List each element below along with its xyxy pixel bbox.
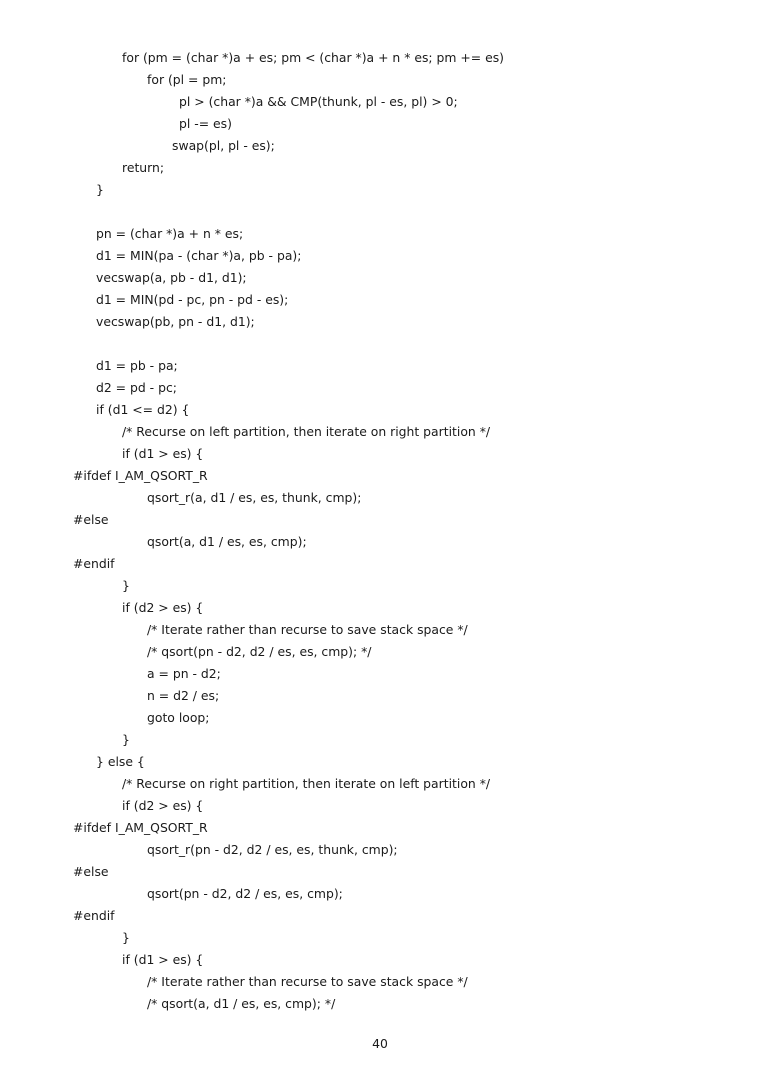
- code-line: n = d2 / es;: [147, 688, 220, 703]
- preprocessor-directive: #ifdef I_AM_QSORT_R: [73, 468, 208, 483]
- code-line: if (d1 > es) {: [122, 952, 204, 967]
- code-comment: /* Recurse on right partition, then iterate on left partition */: [122, 776, 491, 791]
- preprocessor-directive: #else: [73, 864, 109, 879]
- code-line: d1 = pb - pa;: [96, 358, 178, 373]
- code-line: d1 = MIN(pa - (char *)a, pb - pa);: [96, 248, 302, 263]
- code-line: }: [122, 578, 130, 593]
- code-line: d1 = MIN(pd - pc, pn - pd - es);: [96, 292, 289, 307]
- code-line: }: [96, 182, 104, 197]
- code-line: d2 = pd - pc;: [96, 380, 177, 395]
- page-number: 40: [372, 1036, 388, 1051]
- preprocessor-directive: #endif: [73, 556, 115, 571]
- preprocessor-directive: #ifdef I_AM_QSORT_R: [73, 820, 208, 835]
- code-line: goto loop;: [147, 710, 210, 725]
- code-line: if (d1 > es) {: [122, 446, 204, 461]
- code-line: for (pm = (char *)a + es; pm < (char *)a + n * es; pm += es): [122, 50, 505, 65]
- code-line: return;: [122, 160, 165, 175]
- code-line: pl -= es): [179, 116, 232, 131]
- code-line: pl > (char *)a && CMP(thunk, pl - es, pl) > 0;: [179, 94, 458, 109]
- code-line: }: [122, 732, 130, 747]
- code-line: if (d2 > es) {: [122, 798, 204, 813]
- code-line: qsort_r(a, d1 / es, es, thunk, cmp);: [147, 490, 362, 505]
- code-comment: /* Recurse on left partition, then iterate on right partition */: [122, 424, 491, 439]
- code-comment: /* Iterate rather than recurse to save stack space */: [147, 622, 468, 637]
- code-line: pn = (char *)a + n * es;: [96, 226, 244, 241]
- code-comment: /* Iterate rather than recurse to save stack space */: [147, 974, 468, 989]
- code-line: }: [122, 930, 130, 945]
- code-line: if (d1 <= d2) {: [96, 402, 190, 417]
- code-line: } else {: [96, 754, 145, 769]
- code-line: qsort(a, d1 / es, es, cmp);: [147, 534, 307, 549]
- code-line: if (d2 > es) {: [122, 600, 204, 615]
- code-line: vecswap(pb, pn - d1, d1);: [96, 314, 255, 329]
- code-line: vecswap(a, pb - d1, d1);: [96, 270, 247, 285]
- preprocessor-directive: #endif: [73, 908, 115, 923]
- code-comment: /* qsort(a, d1 / es, es, cmp); */: [147, 996, 336, 1011]
- code-line: qsort_r(pn - d2, d2 / es, es, thunk, cmp);: [147, 842, 398, 857]
- code-line: a = pn - d2;: [147, 666, 221, 681]
- code-comment: /* qsort(pn - d2, d2 / es, es, cmp); */: [147, 644, 372, 659]
- code-line: swap(pl, pl - es);: [172, 138, 275, 153]
- preprocessor-directive: #else: [73, 512, 109, 527]
- code-line: for (pl = pm;: [147, 72, 227, 87]
- code-line: qsort(pn - d2, d2 / es, es, cmp);: [147, 886, 343, 901]
